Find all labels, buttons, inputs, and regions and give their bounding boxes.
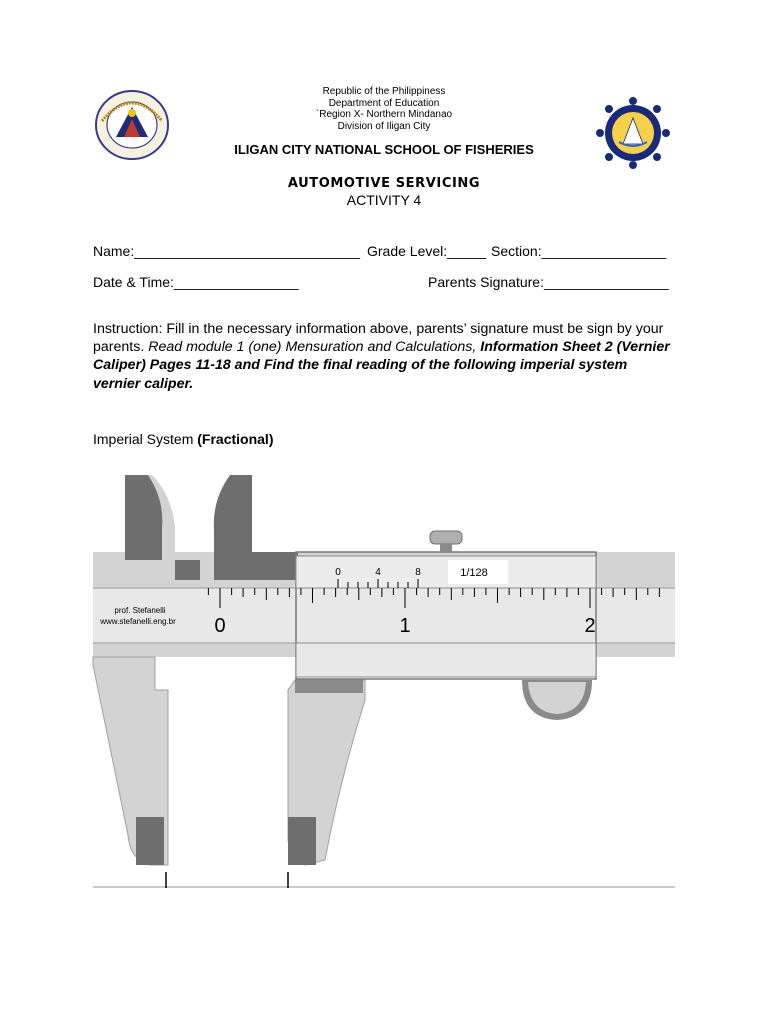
vernier-resolution: 1/128 [460, 567, 488, 579]
imperial-heading [93, 431, 273, 447]
lock-screw-stem [440, 544, 452, 552]
imperial-prefix: Imperial System [93, 431, 194, 447]
parents-signature-field[interactable]: Parents Signature:________________ [428, 274, 669, 290]
subject-title: AUTOMOTIVE SERVICING [287, 176, 481, 191]
vernier-scale-plate [296, 556, 596, 588]
credit-line-2: www.stefanelli.eng.br [100, 617, 176, 626]
fixed-lower-jaw-tip [136, 817, 164, 865]
instruction-bold: Information Sheet 2 (Vernier Caliper) Pages 11-18 and Find the final reading of the following imperial system vernier caliper. [93, 339, 670, 392]
header-address [0, 86, 768, 132]
main-scale-label-1: 1 [399, 615, 411, 637]
sliding-lower-jaw-tip [288, 817, 316, 865]
section-field[interactable]: Section:________________ [491, 243, 667, 259]
instruction-paragraph [93, 320, 673, 393]
header-line: Department of Education [328, 97, 440, 109]
vernier-label-8: 8 [415, 567, 421, 578]
main-scale-label-0: 0 [214, 615, 226, 637]
header-line: Republic of the Philippiness [322, 86, 446, 97]
lock-screw-head [430, 531, 462, 544]
school-name: ILIGAN CITY NATIONAL SCHOOL OF FISHERIES [234, 142, 534, 157]
activity-title: ACTIVITY 4 [346, 192, 422, 208]
header-line: `Region X- Northern Mindanao [315, 109, 453, 120]
vernier-label-4: 4 [375, 567, 381, 578]
name-field[interactable]: Name:_____________________________ [93, 243, 361, 259]
sliding-upper-jaw [214, 475, 298, 580]
grade-level-field[interactable]: Grade Level:_____ [367, 243, 487, 259]
header-line: Division of Iligan City [337, 120, 431, 132]
vernier-label-0: 0 [335, 567, 341, 578]
instruction-italic: Read module 1 (one) Mensuration and Calculations, [148, 339, 477, 356]
sliding-jaw-shade [295, 679, 363, 693]
vernier-caliper-diagram [0, 460, 768, 900]
instruction-lead: Instruction: Fill in the necessary information above, parents’ signature must be sign by your parents. [93, 321, 664, 356]
date-time-field[interactable]: Date & Time:________________ [93, 274, 299, 290]
imperial-bold: (Fractional) [197, 431, 274, 447]
credit-line-1: prof. Stefanelli [114, 606, 166, 615]
slider-lower-plate [296, 643, 596, 677]
main-scale-label-2: 2 [584, 615, 596, 637]
